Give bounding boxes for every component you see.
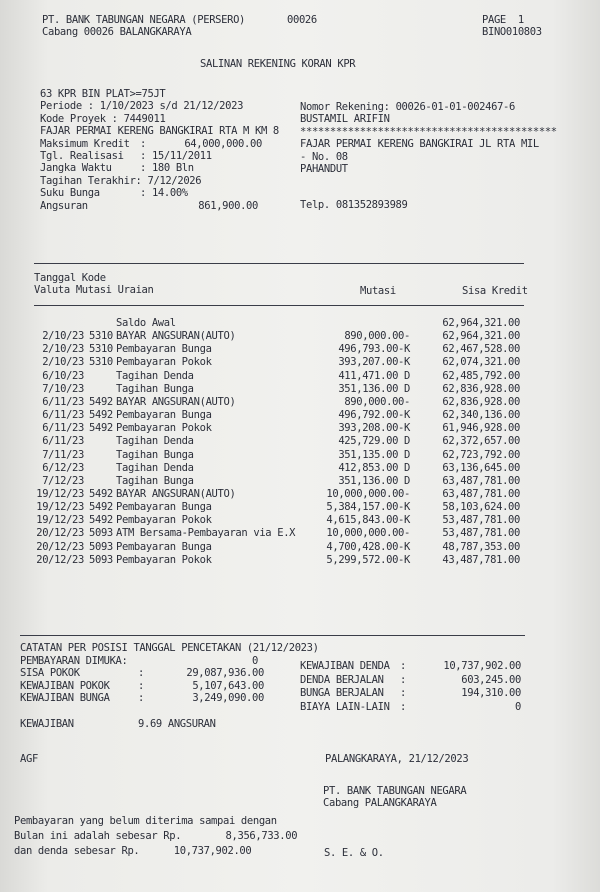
row-mutasi: 412,853.00 D: [338, 461, 410, 474]
row-description: Pembayaran Pokok: [116, 356, 212, 369]
row-mutasi: 393,207.00-K: [338, 356, 410, 369]
row-mutasi: 4,700,428.00-K: [326, 540, 410, 553]
summary-value: 194,310.00: [461, 687, 521, 699]
header-sisa-kredit: Sisa Kredit: [462, 285, 528, 297]
row-description: Pembayaran Bunga: [116, 501, 212, 514]
row-description: Pembayaran Pokok: [116, 514, 212, 527]
row-code: 5492: [89, 514, 113, 527]
row-sisa-kredit: 62,074,321.00: [442, 356, 520, 369]
row-date: 7/10/23: [42, 382, 84, 395]
header-mutasi: Mutasi: [360, 285, 396, 297]
row-mutasi: 351,135.00 D: [338, 448, 410, 461]
signature-block: [323, 785, 466, 809]
branch-code: 00026: [287, 14, 317, 26]
page-number: 1: [517, 14, 524, 26]
summary-value: 10,737,902.00: [443, 660, 521, 672]
product-line: 63 KPR BIN PLAT>=75JT: [40, 88, 166, 100]
document-title: SALINAN REKENING KORAN KPR: [200, 58, 356, 70]
summary-left-row: SISA POKOK : 29,087,936.00: [20, 667, 264, 680]
account-number-line: Nomor Rekening: 00026-01-01-002467-6: [300, 101, 515, 113]
note-3-value: 10,737,902.00: [173, 845, 252, 857]
summary-left-row: [20, 655, 264, 667]
table-header-left: [34, 272, 154, 296]
note-line-2: Bulan ini adalah sebesar Rp. 8,356,733.00: [14, 830, 298, 842]
row-description: Tagihan Bunga: [116, 382, 194, 395]
row-date: 20/12/23: [36, 540, 84, 553]
row-code: 5310: [89, 330, 113, 343]
place-date: PALANGKARAYA, 21/12/2023: [325, 753, 469, 765]
installment-line: Angsuran 861,900.00: [40, 199, 258, 212]
row-date: 6/11/23: [42, 422, 84, 435]
row-sisa-kredit: 62,340,136.00: [442, 409, 520, 422]
bank-name: PT. BANK TABUNGAN NEGARA (PERSERO): [42, 14, 246, 26]
project-code-line: Kode Proyek : 7449011: [40, 112, 166, 125]
row-description: BAYAR ANGSURAN(AUTO): [116, 487, 236, 500]
address-line-2: - No. 08: [300, 150, 348, 163]
row-sisa-kredit: 63,487,781.00: [442, 487, 520, 500]
phone-line: Telp. 081352893989: [300, 199, 408, 212]
summary-value: 3,249,090.00: [192, 692, 264, 705]
divider-top: [34, 263, 524, 264]
row-mutasi: 10,000,000.00-: [326, 527, 410, 540]
row-date: 19/12/23: [36, 514, 84, 527]
header-uraian: Uraian: [117, 284, 154, 296]
realization-line: Tgl. Realisasi : 15/11/2011: [40, 149, 212, 162]
period-value: 1/10/2023 s/d 21/12/2023: [99, 100, 244, 113]
row-date: 6/12/23: [42, 461, 84, 474]
summary-left-row: KEWAJIBAN POKOK : 5,107,643.00: [20, 679, 264, 692]
row-description: Tagihan Denda: [116, 461, 194, 474]
summary-label: BIAYA LAIN-LAIN: [300, 700, 390, 713]
summary-label: SISA POKOK: [20, 667, 80, 680]
row-description: Pembayaran Pokok: [116, 553, 212, 566]
row-date: 19/12/23: [36, 501, 84, 514]
row-code: 5492: [89, 395, 113, 408]
row-date: 6/11/23: [42, 435, 84, 448]
row-date: 19/12/23: [36, 487, 84, 500]
row-sisa-kredit: 62,836,928.00: [442, 382, 520, 395]
row-code: 5492: [89, 487, 113, 500]
summary-value: 603,245.00: [461, 673, 521, 686]
kewajiban-label: KEWAJIBAN: [20, 718, 74, 730]
row-description: ATM Bersama-Pembayaran via E.X: [116, 527, 296, 540]
summary-label: PEMBAYARAN DIMUKA:: [20, 655, 128, 667]
row-description: Pembayaran Bunga: [116, 343, 212, 356]
masked-line: *******************************************: [300, 125, 557, 138]
header-mutasi-type: Mutasi: [75, 284, 112, 296]
installment-value: 861,900.00: [198, 199, 258, 212]
summary-label: KEWAJIBAN POKOK: [20, 679, 110, 692]
row-description: Tagihan Denda: [116, 435, 194, 448]
account-number-value: 00026-01-01-002467-6: [395, 101, 515, 113]
row-mutasi: 5,384,157.00-K: [326, 501, 410, 514]
row-code: 5093: [89, 540, 113, 553]
row-sisa-kredit: 62,964,321.00: [442, 330, 520, 343]
summary-left: [20, 655, 264, 705]
row-description: Tagihan Bunga: [116, 448, 194, 461]
row-mutasi: 393,208.00-K: [338, 422, 410, 435]
row-sisa-kredit: 62,372,657.00: [442, 435, 520, 448]
row-date: 7/11/23: [42, 448, 84, 461]
sign-branch: Cabang PALANGKARAYA: [323, 797, 437, 809]
summary-right-row: KEWAJIBAN DENDA : 10,737,902.00: [300, 660, 521, 672]
sign-bank: PT. BANK TABUNGAN NEGARA: [323, 785, 467, 797]
project-name-line: FAJAR PERMAI KERENG BANGKIRAI RTA M KM 8: [40, 125, 279, 138]
row-description: Pembayaran Bunga: [116, 409, 212, 422]
header-kode: Kode: [81, 272, 106, 284]
se-and-o: S. E. & O.: [324, 847, 384, 859]
summary-right-row: BUNGA BERJALAN : 194,310.00: [300, 687, 521, 699]
max-credit-line: Maksimum Kredit : 64,000,000.00: [40, 137, 262, 150]
last-bill-line: Tagihan Terakhir: 7/12/2026: [40, 174, 202, 187]
city-line: PAHANDUT: [300, 162, 348, 175]
row-date: 20/12/23: [36, 553, 84, 566]
row-description: Pembayaran Pokok: [116, 422, 212, 435]
summary-value: 0: [515, 700, 521, 713]
row-mutasi: 425,729.00 D: [338, 435, 410, 448]
page-label: PAGE: [482, 14, 506, 26]
realization-value: 15/11/2011: [151, 149, 212, 162]
row-sisa-kredit: 58,103,624.00: [442, 501, 520, 514]
row-sisa-kredit: 62,485,792.00: [442, 369, 520, 382]
row-mutasi: 4,615,843.00-K: [326, 514, 410, 527]
max-credit-value: 64,000,000.00: [184, 137, 262, 150]
account-info-left: [40, 88, 279, 212]
row-code: 5093: [89, 553, 113, 566]
row-sisa-kredit: 62,723,792.00: [442, 448, 520, 461]
last-bill-value: 7/12/2026: [147, 174, 202, 187]
project-code-value: 7449011: [123, 112, 166, 125]
row-code: 5310: [89, 356, 113, 369]
summary-right-row: DENDA BERJALAN : 603,245.00: [300, 673, 521, 686]
row-mutasi: 351,136.00 D: [338, 382, 410, 395]
row-sisa-kredit: 53,487,781.00: [442, 514, 520, 527]
row-sisa-kredit: 62,467,528.00: [442, 343, 520, 356]
row-sisa-kredit: 53,487,781.00: [442, 527, 520, 540]
row-description: Saldo Awal: [116, 317, 176, 329]
summary-right-row: BIAYA LAIN-LAIN : 0: [300, 700, 521, 713]
report-code: BINO010803: [482, 26, 542, 38]
row-date: 6/11/23: [42, 409, 84, 422]
row-date: 20/12/23: [36, 527, 84, 540]
row-description: BAYAR ANGSURAN(AUTO): [116, 330, 236, 343]
note-line-3: dan denda sebesar Rp. 10,737,902.00: [14, 845, 252, 857]
period-line: Periode : 1/10/2023 s/d 21/12/2023: [40, 100, 244, 113]
row-description: Pembayaran Bunga: [116, 540, 212, 553]
account-info-right: [300, 101, 557, 212]
row-date: 7/12/23: [42, 474, 84, 487]
payment-note: [14, 814, 297, 859]
bank-header: [42, 14, 245, 38]
row-description: Tagihan Bunga: [116, 474, 194, 487]
row-description: Tagihan Denda: [116, 369, 194, 382]
summary-label: BUNGA BERJALAN: [300, 687, 384, 699]
phone-value: 081352893989: [335, 199, 408, 212]
row-mutasi: 496,793.00-K: [338, 343, 410, 356]
row-sisa-kredit: 62,964,321.00: [442, 317, 520, 329]
summary-title: CATATAN PER POSISI TANGGAL PENCETAKAN (21/12/2023): [20, 642, 319, 654]
row-sisa-kredit: 63,487,781.00: [442, 474, 520, 487]
row-mutasi: 890,000.00-: [344, 395, 410, 408]
row-code: 5492: [89, 409, 113, 422]
summary-value: 5,107,643.00: [192, 679, 264, 692]
summary-value: 29,087,936.00: [186, 667, 264, 680]
row-mutasi: 351,136.00 D: [338, 474, 410, 487]
row-code: 5492: [89, 501, 113, 514]
row-mutasi: 5,299,572.00-K: [326, 553, 410, 566]
kewajiban-value: 9.69 ANGSURAN: [138, 718, 216, 730]
row-sisa-kredit: 62,836,928.00: [442, 395, 520, 408]
row-sisa-kredit: 43,487,781.00: [442, 553, 520, 566]
holder-name: BUSTAMIL ARIFIN: [300, 113, 390, 126]
row-description: BAYAR ANGSURAN(AUTO): [116, 395, 236, 408]
summary-value: 0: [252, 655, 258, 667]
note-2-value: 8,356,733.00: [225, 830, 298, 842]
row-sisa-kredit: 61,946,928.00: [442, 422, 520, 435]
branch-name: Cabang 00026 BALANGKARAYA: [42, 26, 192, 38]
term-line: Jangka Waktu : 180 Bln: [40, 162, 194, 175]
header-valuta: Valuta: [34, 284, 70, 296]
row-date: 6/10/23: [42, 369, 84, 382]
summary-label: KEWAJIBAN DENDA: [300, 660, 390, 672]
page-info: [482, 14, 542, 38]
row-code: 5492: [89, 422, 113, 435]
divider-table-header: [34, 305, 524, 306]
address-line-1: FAJAR PERMAI KERENG BANGKIRAI JL RTA MIL: [300, 138, 539, 151]
row-sisa-kredit: 48,787,353.00: [442, 540, 520, 553]
row-mutasi: 496,792.00-K: [338, 409, 410, 422]
term-value: 180 Bln: [151, 162, 194, 175]
row-mutasi: 890,000.00-: [344, 330, 410, 343]
kewajiban-line: [20, 718, 216, 730]
summary-left-row: KEWAJIBAN BUNGA : 3,249,090.00: [20, 692, 264, 705]
row-date: 2/10/23: [42, 330, 84, 343]
header-tanggal: Tanggal: [34, 272, 76, 284]
summary-label: DENDA BERJALAN: [300, 673, 384, 686]
row-code: 5310: [89, 343, 113, 356]
row-date: 6/11/23: [42, 395, 84, 408]
divider-summary: [20, 635, 525, 636]
interest-value: 14.00%: [151, 187, 188, 200]
note-line-1: Pembayaran yang belum diterima sampai dengan: [14, 815, 277, 827]
row-date: 2/10/23: [42, 356, 84, 369]
initials: AGF: [20, 753, 38, 765]
row-code: 5093: [89, 527, 113, 540]
row-mutasi: 10,000,000.00-: [326, 487, 410, 500]
summary-label: KEWAJIBAN BUNGA: [20, 692, 110, 705]
row-sisa-kredit: 63,136,645.00: [442, 461, 520, 474]
row-mutasi: 411,471.00 D: [338, 369, 410, 382]
summary-right: [300, 660, 521, 714]
interest-line: Suku Bunga : 14.00%: [40, 187, 188, 200]
row-date: 2/10/23: [42, 343, 84, 356]
